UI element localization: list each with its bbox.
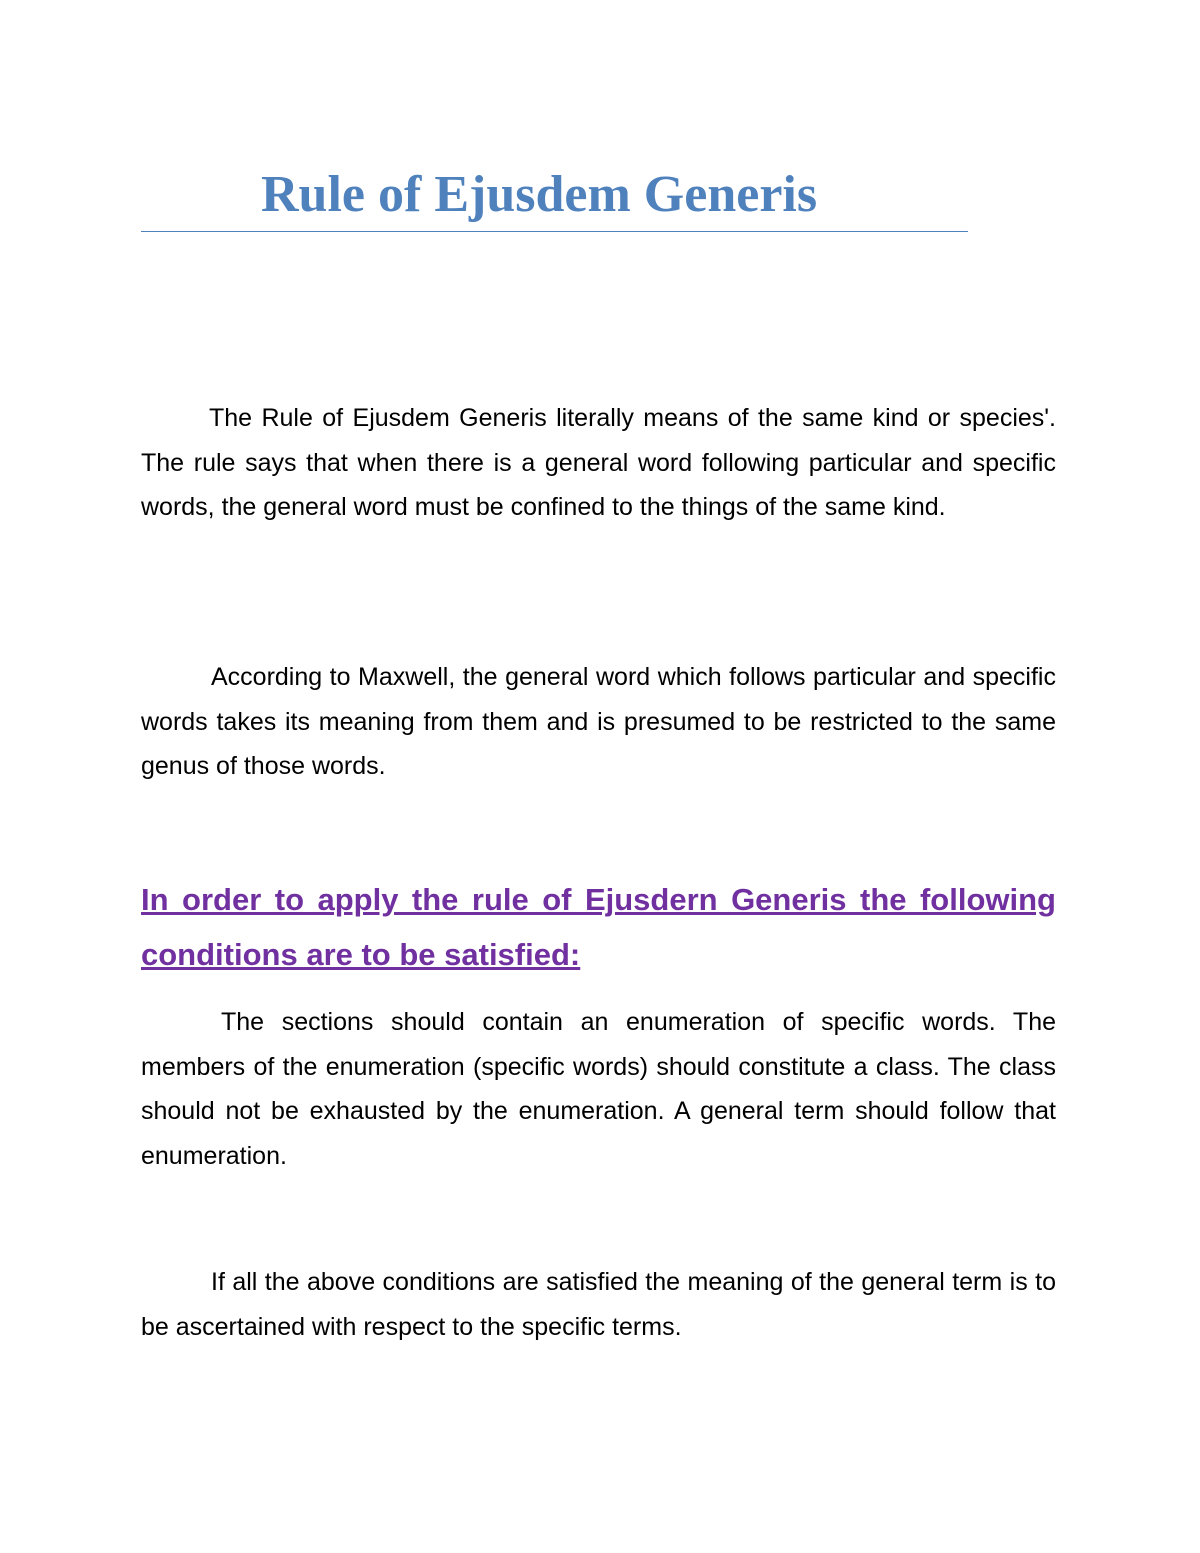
- conclusion-paragraph: [141, 1260, 1056, 1349]
- conclusion-paragraph-text: If all the above conditions are satisfied the meaning of the general term is to be ascertained with respect to the specific terms.: [141, 1268, 1056, 1341]
- maxwell-paragraph-text: According to Maxwell, the general word which follows particular and specific words takes its meaning from them and is presumed to be restricted to the same genus of those words.: [141, 663, 1056, 780]
- title-underline-divider: [141, 231, 968, 232]
- document-title: Rule of Ejusdem Generis: [261, 166, 818, 223]
- conditions-paragraph-text: The sections should contain an enumeration of specific words. The members of the enumeration (specific words) should constitute a class. The class should not be exhausted by the enumeration. A general term should follow that enumeration.: [141, 1008, 1056, 1170]
- intro-paragraph-text: The Rule of Ejusdem Generis literally means of the same kind or species'. The rule says that when there is a general word following particular and specific words, the general word must be confined to the things of the same kind.: [141, 404, 1056, 521]
- intro-paragraph: [141, 396, 1056, 530]
- conditions-paragraph: [141, 1000, 1056, 1178]
- conditions-heading: In order to apply the rule of Ejusdern Generis the following conditions are to be satisfied:: [141, 882, 1056, 972]
- maxwell-paragraph: [141, 655, 1056, 789]
